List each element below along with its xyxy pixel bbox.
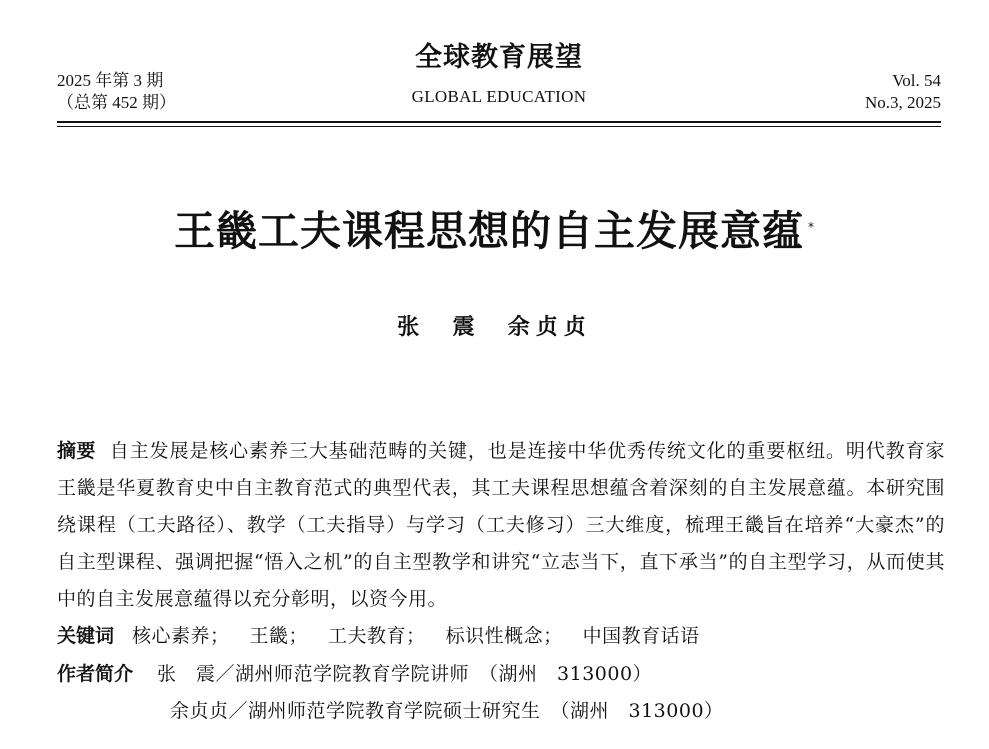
keyword: 核心素养；: [132, 625, 230, 647]
total-issue-number: （总第 452 期）: [57, 93, 176, 112]
volume-info: [865, 70, 941, 114]
author-bio-text: 余贞贞／湖州师范学院教育学院硕士研究生 （湖州 313000）: [170, 700, 724, 722]
keyword: 工夫教育；: [328, 625, 426, 647]
keyword: 王畿；: [249, 625, 309, 647]
keyword: 中国教育话语: [582, 625, 700, 647]
author-bio-line: [57, 660, 652, 688]
header-rule-thin: [57, 126, 941, 127]
issue-number: 2025 年第 3 期: [57, 71, 164, 90]
journal-name-cn: 全球教育展望: [415, 42, 583, 73]
author-bio-text: 张 震／湖州师范学院教育学院讲师 （湖州 313000）: [157, 663, 653, 685]
abstract-label: 摘要: [57, 440, 96, 462]
article-authors: 张 震 余贞贞: [397, 315, 592, 340]
journal-name-en: GLOBAL EDUCATION: [411, 87, 587, 106]
abstract-paragraph: [57, 433, 945, 618]
article-title-text: 王畿工夫课程思想的自主发展意蕴: [174, 207, 804, 255]
author-bio-label: 作者简介: [57, 663, 134, 685]
volume-number: Vol. 54: [892, 71, 941, 90]
author-bio-line: [170, 697, 724, 725]
keywords-label: 关键词: [57, 625, 115, 647]
number-year: No.3, 2025: [864, 93, 941, 112]
journal-header: [57, 0, 941, 130]
journal-masthead: [57, 40, 941, 108]
header-rule-thick: [57, 121, 941, 123]
title-footnote-mark: *: [808, 220, 815, 234]
article-title: [0, 203, 989, 259]
keywords-line: [57, 622, 700, 650]
abstract-text: 自主发展是核心素养三大基础范畴的关键，也是连接中华优秀传统文化的重要枢纽。明代教育家王畿是华夏教育史中自主教育范式的典型代表，其工夫课程思想蕴含着深刻的自主发展意蕴。本研究围绕课程（工夫路径）、教学（工夫指导）与学习（工夫修习）三大维度，梳理王畿旨在培养“大豪杰”的自主型课程、强调把握“悟入之机”的自主型教学和讲究“立志当下，直下承当”的自主型学习，从而使其中的自主发展意蕴得以充分彰明，以资今用。: [57, 440, 945, 610]
keyword: 标识性概念；: [445, 625, 563, 647]
